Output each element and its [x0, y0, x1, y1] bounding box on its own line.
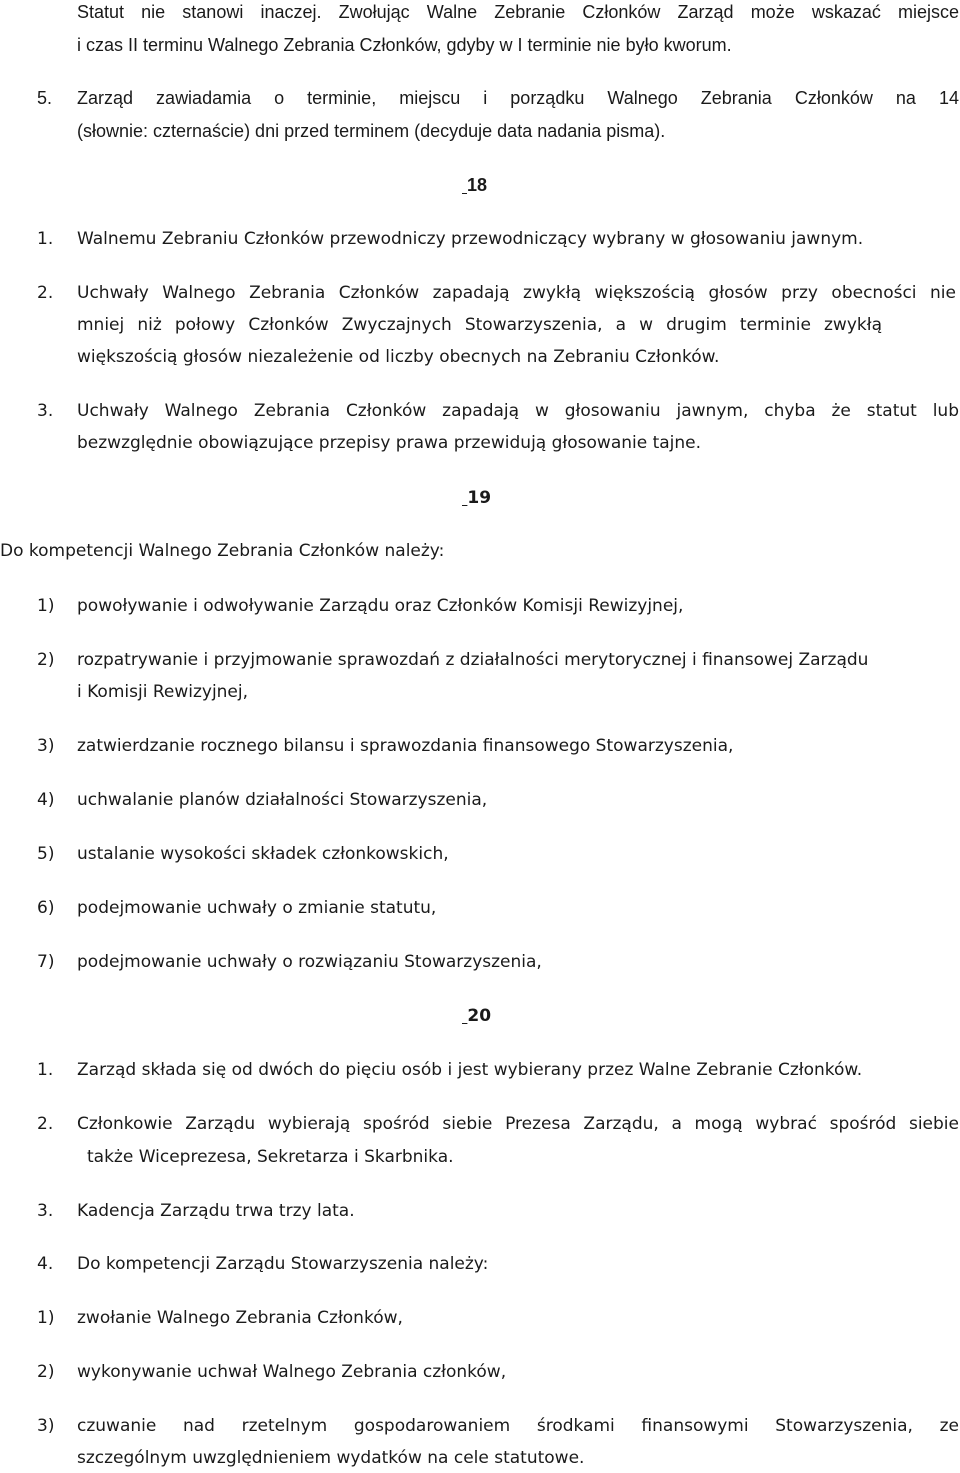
paragraph-line: Zarząd składa się od dwóch do pięciu osób i jest wybierany przez Walne Zebranie Członków. — [77, 1060, 863, 1080]
item-number: 1. — [37, 1060, 54, 1080]
item-number: 1) — [37, 1308, 55, 1328]
item-number: 5) — [37, 844, 55, 864]
list-item: zatwierdzanie rocznego bilansu i sprawozdania finansowego Stowarzyszenia, — [77, 736, 734, 756]
paragraph-line: Członkowie Zarządu wybierają spośród siebie Prezesa Zarządu, a mogą wybrać spośród siebie — [77, 1114, 959, 1134]
item-number: 4. — [37, 1254, 54, 1274]
paragraph-line: Statut nie stanowi inaczej. Zwołując Walne Zebranie Członków Zarząd może wskazać miejsce — [77, 2, 959, 22]
paragraph-line: większością głosów niezależenie od liczby obecnych na Zebraniu Członków. — [77, 347, 720, 367]
item-number: 2) — [37, 1362, 55, 1382]
list-item: podejmowanie uchwały o zmianie statutu, — [77, 898, 437, 918]
section-intro: Do kompetencji Walnego Zebrania Członków należy: — [0, 541, 445, 561]
paragraph-line: (słownie: czternaście) dni przed terminem (decyduje data nadania pisma). — [77, 121, 666, 141]
item-number: 6) — [37, 898, 55, 918]
item-number: 3. — [37, 401, 54, 421]
paragraph-line: Kadencja Zarządu trwa trzy lata. — [77, 1201, 355, 1221]
paragraph-line: Walnemu Zebraniu Członków przewodniczy przewodniczący wybrany w głosowaniu jawnym. — [77, 229, 864, 249]
paragraph-line: i czas II terminu Walnego Zebrania Członków, gdyby w I terminie nie było kworum. — [77, 35, 732, 55]
list-item: wykonywanie uchwał Walnego Zebrania członków, — [77, 1362, 507, 1382]
list-item: i Komisji Rewizyjnej, — [77, 682, 249, 702]
item-number: 5. — [37, 88, 53, 108]
list-item: powoływanie i odwoływanie Zarządu oraz Członków Komisji Rewizyjnej, — [77, 596, 684, 616]
section-heading: 19 — [462, 486, 491, 510]
item-number: 3) — [37, 736, 55, 756]
item-number: 2) — [37, 650, 55, 670]
item-number: 2. — [37, 1114, 54, 1134]
list-item: rozpatrywanie i przyjmowanie sprawozdań z działalności merytorycznej i finansowej Zarządu — [77, 650, 869, 670]
paragraph-line: bezwzględnie obowiązujące przepisy prawa przewidują głosowanie tajne. — [77, 433, 702, 453]
paragraph-line: Do kompetencji Zarządu Stowarzyszenia należy: — [77, 1254, 489, 1274]
paragraph-line: Uchwały Walnego Zebrania Członków zapadają zwykłą większością głosów przy obecności nie — [77, 283, 956, 303]
item-number: 2. — [37, 283, 54, 303]
paragraph-line: Zarząd zawiadamia o terminie, miejscu i porządku Walnego Zebrania Członków na 14 — [77, 88, 959, 108]
item-number: 1. — [37, 229, 54, 249]
list-item: ustalanie wysokości składek członkowskich, — [77, 844, 449, 864]
item-number: 4) — [37, 790, 55, 810]
list-item: podejmowanie uchwały o rozwiązaniu Stowarzyszenia, — [77, 952, 542, 972]
item-number: 7) — [37, 952, 55, 972]
item-number: 3) — [37, 1416, 55, 1436]
section-heading: 18 — [462, 173, 487, 197]
paragraph-line: mniej niż połowy Członków Zwyczajnych Stowarzyszenia, a w drugim terminie zwykłą — [77, 315, 882, 335]
list-item: czuwanie nad rzetelnym gospodarowaniem środkami finansowymi Stowarzyszenia, ze — [77, 1416, 959, 1436]
list-item: szczególnym uwzględnieniem wydatków na cele statutowe. — [77, 1448, 585, 1468]
item-number: 3. — [37, 1201, 54, 1221]
item-number: 1) — [37, 596, 55, 616]
section-heading: 20 — [462, 1004, 491, 1028]
paragraph-line: także Wiceprezesa, Sekretarza i Skarbnika. — [87, 1147, 454, 1167]
list-item: uchwalanie planów działalności Stowarzyszenia, — [77, 790, 488, 810]
list-item: zwołanie Walnego Zebrania Członków, — [77, 1308, 403, 1328]
paragraph-line: Uchwały Walnego Zebrania Członków zapadają w głosowaniu jawnym, chyba że statut lub — [77, 401, 959, 421]
